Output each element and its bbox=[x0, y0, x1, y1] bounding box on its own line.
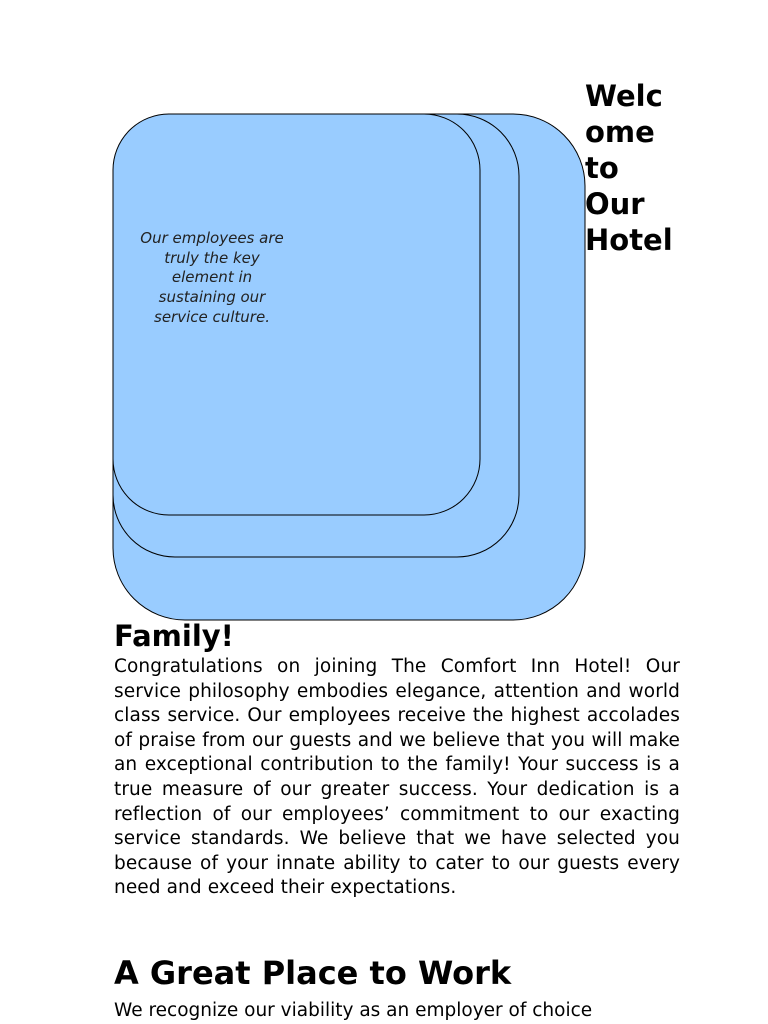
welcome-title bbox=[585, 78, 765, 258]
employees-caption: Our employees are truly the key element in sustaining our service culture. bbox=[140, 229, 284, 326]
section-heading: A Great Place to Work bbox=[114, 954, 512, 992]
welcome-line-2: ome bbox=[585, 115, 655, 149]
intro-paragraph: Congratulations on joining The Comfort Inn Hotel! Our service philosophy embodies elegance, attention and world class service. Our employees receive the highest accolades of praise from our guests and we believe that you will make an exceptional contribution to the family! Your success is a true measure of our greater success. Your dedication is a reflection of our employees’ commitment to our exacting service standards. We believe that we have selected you because of your innate ability to cater to our guests every need and exceed their expectations. bbox=[114, 656, 680, 899]
welcome-line-1: Welc bbox=[585, 79, 663, 113]
welcome-line-4: Our bbox=[585, 187, 645, 221]
section-paragraph: We recognize our viability as an employer of choice bbox=[114, 1000, 593, 1021]
welcome-line-3: to bbox=[585, 151, 619, 185]
family-heading: Family! bbox=[114, 619, 234, 653]
welcome-line-5: Hotel bbox=[585, 223, 673, 257]
